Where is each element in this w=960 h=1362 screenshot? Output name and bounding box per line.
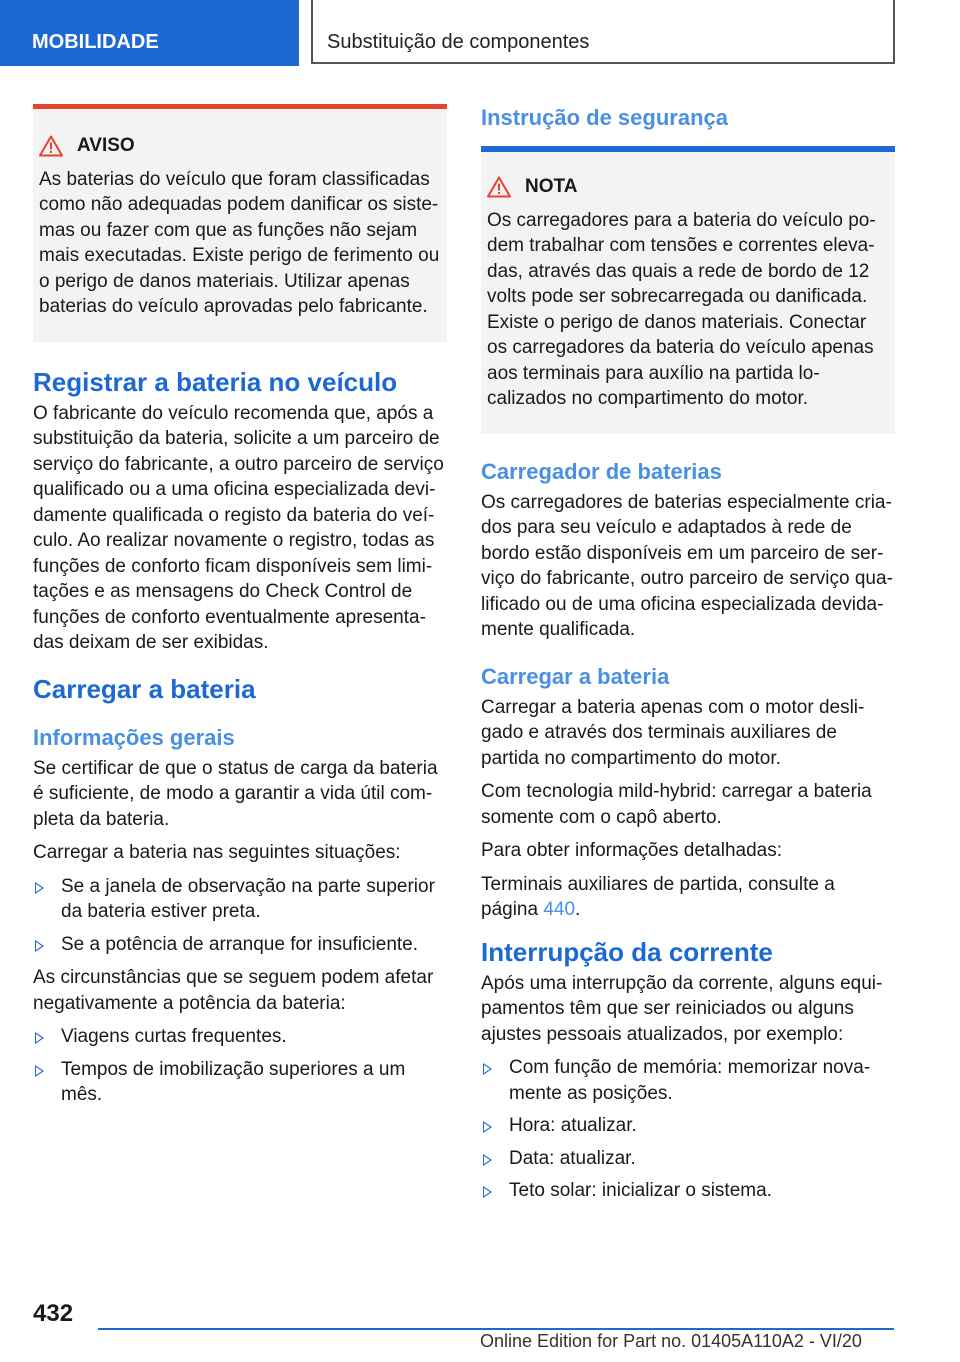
- chapter-title: Substituição de componentes: [311, 0, 895, 64]
- section-tab: MOBILIDADE: [0, 0, 299, 66]
- interrupcao-heading: Interrupção da corrente: [481, 936, 773, 967]
- page-reference-link[interactable]: 440: [543, 899, 576, 920]
- carregar-bateria-p1: Carregar a bateria apenas com o motor desligado e através dos terminais auxiliares de partida no compartimento do motor.: [481, 696, 865, 769]
- bullet-triangle-icon: [483, 1121, 492, 1133]
- warning-triangle-icon: [39, 135, 63, 157]
- carregar-bateria-p4: Terminais auxiliares de partida, consulte a página 440.: [481, 873, 835, 920]
- situacoes-list: [33, 874, 447, 958]
- carregar-bateria-p3: Para obter informações detalhadas:: [481, 840, 783, 861]
- registrar-heading: Registrar a bateria no veículo: [33, 366, 398, 397]
- carregar-bateria-heading: Carregar a bateria: [481, 663, 670, 689]
- carregar-p2: Carregar a bateria nas seguintes situações:: [33, 842, 401, 863]
- registrar-text: O fabricante do veículo recomenda que, após a substituição da bateria, solicite a um parceiro de serviço do fabricante, a outro parceiro de serviço qualificado ou a uma oficina especializada devidamente qualificada o registo da bateria do veículo. Ao realizar novamente o registro, todas as funções de conforto ficam disponíveis sem limitações e as mensagens do Check Control de funções de conforto eventualmente apresentadas deixam de ser exibidas.: [33, 402, 444, 653]
- list-item: Se a janela de observação na parte superior da bateria estiver preta.: [33, 874, 447, 925]
- page-header: [0, 0, 960, 66]
- carregador-text: Os carregadores de baterias especialmente criados para seu veículo e adaptados à rede de bordo estão disponíveis em um parceiro de serviço do fabricante, outro parceiro de serviço qualificado ou de uma oficina especializada devidamente qualificada.: [481, 491, 893, 640]
- nota-label: NOTA: [525, 176, 578, 197]
- list-item: Viagens curtas frequentes.: [33, 1024, 447, 1050]
- bullet-triangle-icon: [483, 1186, 492, 1198]
- interrupcao-text: Após uma interrupção da corrente, alguns equipamentos têm que ser reiniciados ou alguns ajustes pessoais atualizados, por exemplo:: [481, 972, 883, 1045]
- list-item: Hora: atualizar.: [481, 1113, 895, 1139]
- informacoes-gerais-heading: Informações gerais: [33, 724, 235, 750]
- bullet-triangle-icon: [483, 1154, 492, 1166]
- left-column: [33, 104, 447, 1116]
- carregar-bateria-p2: Com tecnologia mild-hybrid: carregar a bateria somente com o capô aberto.: [481, 781, 872, 828]
- aviso-box: [33, 104, 447, 342]
- interrupcao-list: [481, 1055, 895, 1204]
- carregador-heading: Carregador de baterias: [481, 458, 722, 484]
- list-item: Data: atualizar.: [481, 1146, 895, 1172]
- aviso-label: AVISO: [77, 135, 135, 156]
- carregar-p1: Se certificar de que o status de carga da bateria é suficiente, de modo a garantir a vida útil completa da bateria.: [33, 757, 438, 830]
- bullet-triangle-icon: [35, 1032, 44, 1044]
- bullet-triangle-icon: [35, 940, 44, 952]
- right-column: [481, 104, 895, 1212]
- seguranca-heading: Instrução de segurança: [481, 104, 895, 152]
- list-item: Tempos de imobilização superiores a um mês.: [33, 1057, 447, 1108]
- footer-divider: [98, 1328, 894, 1330]
- circunstancias-list: [33, 1024, 447, 1108]
- nota-header: [487, 174, 889, 200]
- bullet-triangle-icon: [35, 1065, 44, 1077]
- bullet-triangle-icon: [483, 1063, 492, 1075]
- carregar-heading: Carregar a bateria: [33, 673, 256, 704]
- warning-triangle-icon: [487, 176, 511, 198]
- list-item: Teto solar: inicializar o sistema.: [481, 1178, 895, 1204]
- aviso-text: As baterias do veículo que foram classificadas como não adequadas podem danificar os sistemas ou fazer com que as funções não sejam mais executadas. Existe perigo de ferimento ou o perigo de danos materiais. Utilizar apenas baterias do veículo aprovadas pelo fabricante.: [39, 168, 440, 317]
- carregar-p3: As circunstâncias que se seguem podem afetar negativamente a potência da bateria:: [33, 967, 434, 1014]
- bullet-triangle-icon: [35, 882, 44, 894]
- nota-text: Os carregadores para a bateria do veículo podem trabalhar com tensões e correntes elevadas, através das quais a rede de bordo de 12 volts pode ser sobrecarregada ou danificada. Existe o perigo de danos materiais. Conectar os carregadores da bateria do veículo apenas aos terminais para auxílio na partida localizados no compartimento do motor.: [487, 209, 876, 409]
- nota-box: [481, 152, 895, 434]
- list-item: Se a potência de arranque for insuficiente.: [33, 932, 447, 958]
- aviso-header: [39, 133, 441, 159]
- page-number: 432: [33, 1300, 74, 1327]
- list-item: Com função de memória: memorizar novamente as posições.: [481, 1055, 895, 1106]
- edition-footer: Online Edition for Part no. 01405A110A2 - VI/20: [480, 1331, 862, 1351]
